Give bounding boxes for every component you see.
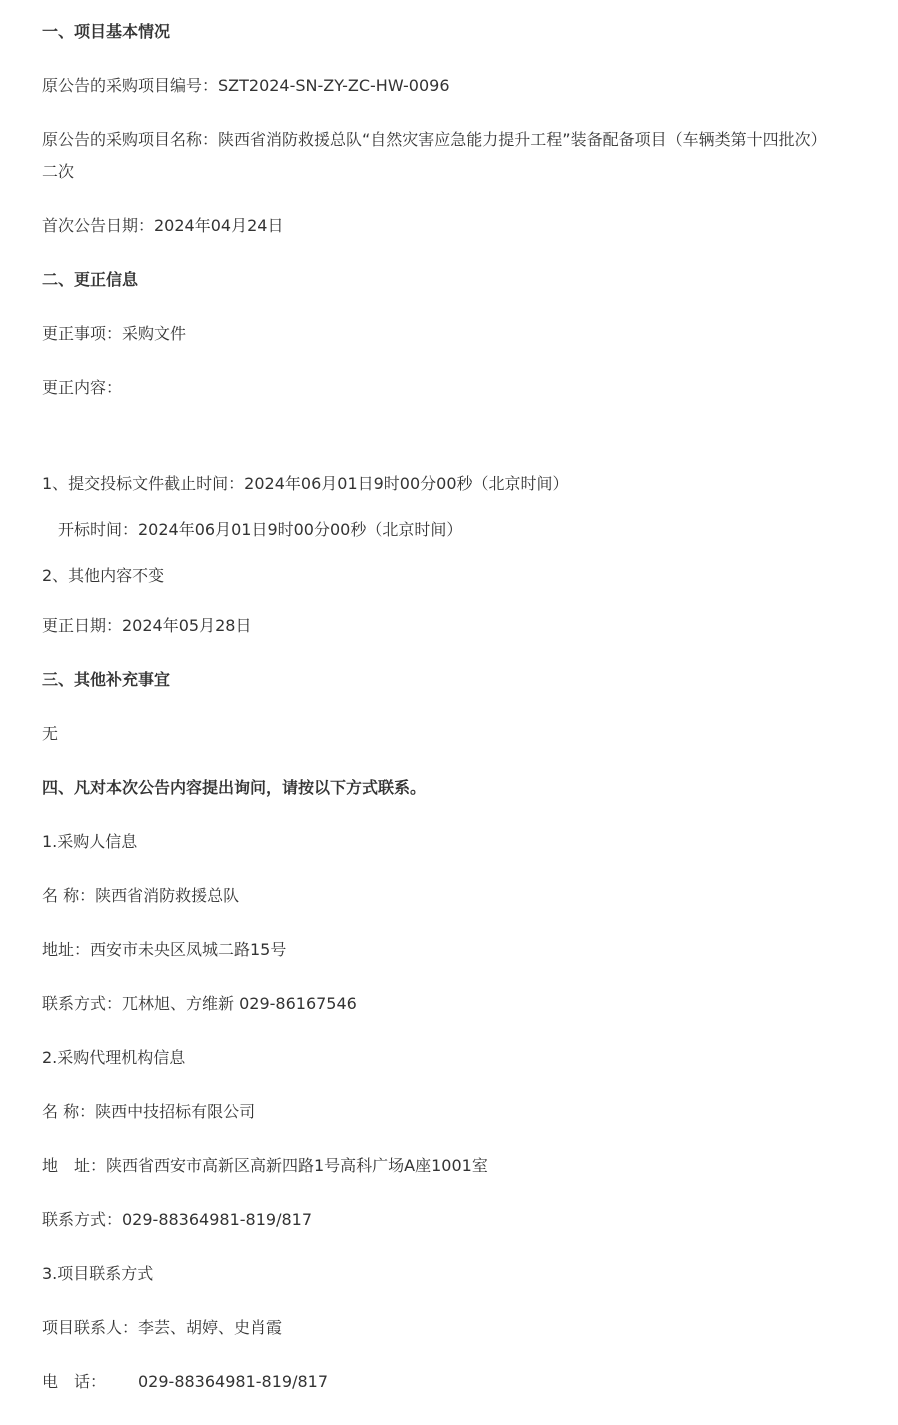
correction-change-1: 1、提交投标文件截止时间：2024年06月01日9时00分00秒（北京时间） xyxy=(42,474,569,493)
section-4-heading: 四、凡对本次公告内容提出询问，请按以下方式联系。 xyxy=(42,778,427,797)
correction-item: 更正事项：采购文件 xyxy=(42,324,187,343)
original-project-name: 原公告的采购项目名称：陕西省消防救援总队“自然灾害应急能力提升工程”装备配备项目（车辆类第十四批次）二次 xyxy=(42,130,819,181)
project-contact-people: 项目联系人：李芸、胡婷、史肖霞 xyxy=(42,1318,283,1337)
agency-info-title: 2.采购代理机构信息 xyxy=(42,1048,186,1067)
original-project-number: 原公告的采购项目编号：SZT2024-SN-ZY-ZC-HW-0096 xyxy=(42,76,450,95)
correction-date: 更正日期：2024年05月28日 xyxy=(42,616,252,635)
section-2-heading: 二、更正信息 xyxy=(42,270,139,289)
section-3-content: 无 xyxy=(42,724,59,743)
purchaser-name: 名 称：陕西省消防救援总队 xyxy=(42,886,240,905)
project-contact-title: 3.项目联系方式 xyxy=(42,1264,154,1283)
purchaser-info-title: 1.采购人信息 xyxy=(42,832,138,851)
correction-change-1-opening-time: 开标时间：2024年06月01日9时00分00秒（北京时间） xyxy=(58,520,463,539)
section-1-heading: 一、项目基本情况 xyxy=(42,22,171,41)
project-phone-label: 电 话： xyxy=(42,1372,107,1391)
agency-contact: 联系方式：029-88364981-819/817 xyxy=(42,1210,312,1229)
agency-address: 地 址：陕西省西安市高新区高新四路1号高科广场A座1001室 xyxy=(42,1156,488,1175)
correction-change-2: 2、其他内容不变 xyxy=(42,566,165,585)
agency-name: 名 称：陕西中技招标有限公司 xyxy=(42,1102,256,1121)
purchaser-contact: 联系方式：兀林旭、方维新 029-86167546 xyxy=(42,994,357,1013)
first-announcement-date: 首次公告日期：2024年04月24日 xyxy=(42,216,284,235)
correction-content-label: 更正内容： xyxy=(42,378,123,397)
purchaser-address: 地址：西安市未央区凤城二路15号 xyxy=(42,940,287,959)
project-phone-value: 029-88364981-819/817 xyxy=(138,1372,328,1391)
section-3-heading: 三、其他补充事宜 xyxy=(42,670,171,689)
